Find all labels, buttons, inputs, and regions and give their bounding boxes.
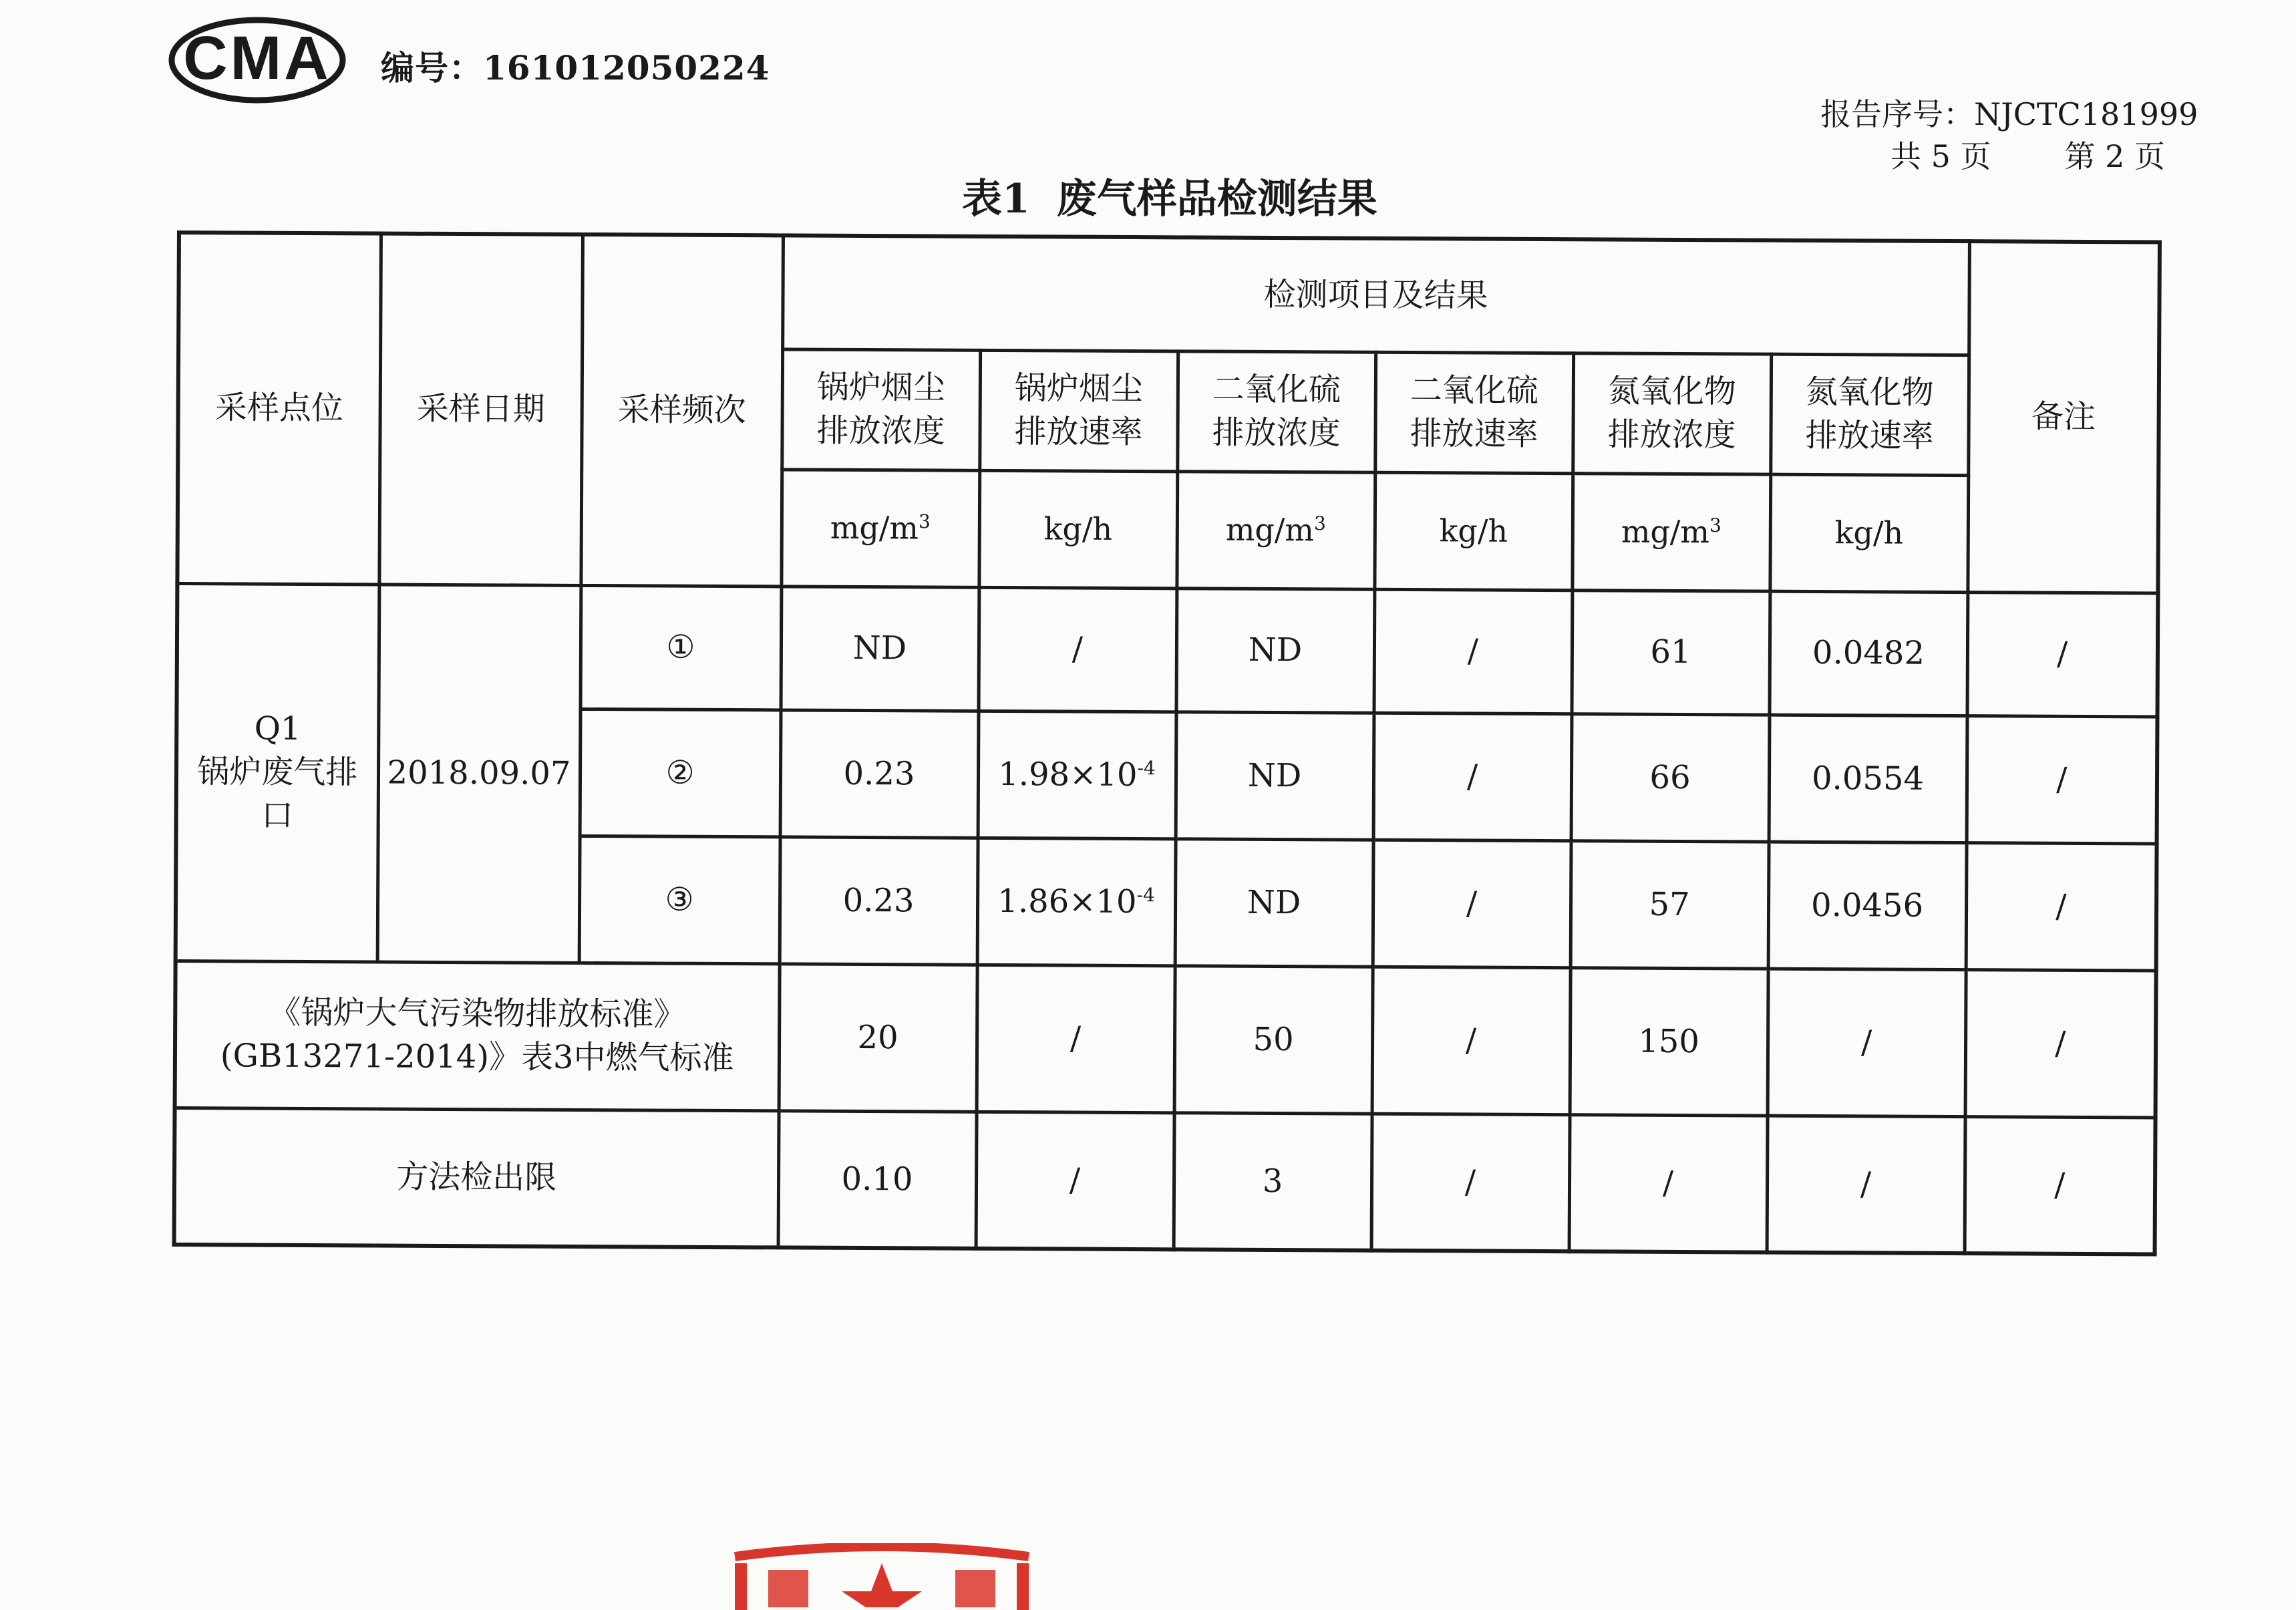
value-cell: 57	[1571, 840, 1769, 968]
value-cell: 0.0456	[1768, 842, 1967, 969]
results-table-container	[172, 230, 2158, 1252]
value-cell: /	[1767, 1116, 1965, 1253]
value-cell: 20	[779, 963, 977, 1111]
value-cell: 50	[1174, 965, 1373, 1113]
report-number: 报告序号：NJCTC181999	[1820, 96, 2198, 132]
cma-logo	[167, 13, 347, 107]
value-cell: 66	[1571, 713, 1770, 841]
detection-limit-row	[174, 1108, 2156, 1254]
unit-text: mg/m	[1225, 512, 1315, 548]
remark-cell: /	[1967, 592, 2158, 716]
value-cell: 150	[1570, 967, 1768, 1115]
unit-sup: 3	[918, 510, 931, 533]
frequency: ①	[581, 585, 782, 709]
item-unit	[1374, 472, 1573, 590]
value-cell: /	[1373, 840, 1571, 967]
value-cell: /	[1373, 589, 1572, 713]
item-unit	[1572, 473, 1770, 591]
item-name-text: 锅炉烟尘 排放速率	[1014, 369, 1143, 452]
item-unit	[781, 469, 979, 587]
value-cell: 0.10	[778, 1110, 977, 1248]
unit-text: mg/m	[830, 510, 919, 546]
sampling-site	[176, 583, 379, 961]
value-cell: /	[977, 965, 1175, 1112]
item-unit	[1770, 474, 1968, 592]
item-name	[1573, 353, 1771, 474]
total-pages: 共 5 页	[1891, 138, 1991, 174]
value-cell: /	[1768, 969, 1966, 1116]
value-cell: 0.0482	[1769, 591, 1967, 715]
red-seal-stamp	[721, 1543, 1042, 1610]
item-name-text: 二氧化硫 排放速率	[1410, 371, 1538, 453]
header-remark: 备注	[1967, 241, 2160, 593]
item-unit	[1176, 471, 1375, 589]
svg-text:CMA: CMA	[183, 24, 331, 92]
value-cell	[978, 711, 1176, 838]
site-name: 锅炉废气排 口	[197, 753, 358, 834]
item-name	[979, 350, 1178, 471]
frequency: ③	[579, 836, 780, 963]
value-cell: ND	[1176, 588, 1374, 712]
value-cell: 0.0554	[1769, 715, 1967, 842]
header-site: 采样点位	[177, 232, 381, 584]
frequency: ②	[580, 709, 781, 836]
remark-cell: /	[1966, 842, 2157, 970]
value-cell: /	[1371, 1114, 1570, 1251]
header-test-items: 检测项目及结果	[782, 235, 1969, 355]
remark-cell: /	[1965, 969, 2156, 1117]
value-cell: 3	[1174, 1112, 1372, 1250]
standard-row	[175, 961, 2156, 1117]
item-name	[1375, 352, 1573, 473]
item-name-text: 锅炉烟尘 排放浓度	[816, 368, 945, 450]
value-cell: ND	[781, 586, 979, 710]
value-cell: 0.23	[780, 836, 978, 964]
item-name-text: 氮氧化物 排放速率	[1805, 373, 1935, 455]
value-exponent: -4	[1137, 756, 1156, 779]
value-cell: /	[976, 1112, 1174, 1249]
table-row	[177, 583, 2158, 716]
value-cell: ND	[1176, 711, 1374, 839]
value-cell: 0.23	[780, 709, 979, 837]
value-cell: ND	[1175, 838, 1373, 966]
value-cell: /	[1569, 1114, 1768, 1252]
results-table	[172, 230, 2162, 1257]
standard-label: 《锅炉大气污染物排放标准》 (GB13271-2014)》表3中燃气标准	[175, 961, 780, 1110]
site-code: Q1	[254, 709, 301, 748]
item-name-text: 二氧化硫 排放浓度	[1212, 370, 1341, 452]
unit-text: mg/m	[1621, 514, 1710, 550]
detection-limit-label: 方法检出限	[174, 1108, 779, 1247]
unit-text: kg/h	[1439, 512, 1508, 550]
header-frequency: 采样频次	[581, 234, 783, 586]
item-name	[782, 349, 980, 470]
unit-text: kg/h	[1043, 510, 1113, 548]
sampling-date: 2018.09.07	[377, 584, 581, 962]
value-cell: /	[1372, 967, 1571, 1114]
value-exponent: -4	[1136, 883, 1155, 906]
value-cell: 61	[1571, 590, 1770, 714]
value-text: 1.98×10	[998, 755, 1138, 794]
value-cell: /	[1373, 713, 1572, 840]
current-page: 第 2 页	[2064, 138, 2166, 174]
value-cell: /	[979, 587, 1177, 711]
item-name-text: 氮氧化物 排放浓度	[1607, 372, 1736, 454]
remark-cell: /	[1965, 1116, 2156, 1254]
header-row	[178, 232, 2160, 355]
value-cell	[977, 838, 1176, 965]
table-title	[962, 167, 1377, 224]
item-unit	[979, 470, 1177, 588]
table-number: 表1	[962, 176, 1030, 222]
unit-sup: 3	[1709, 514, 1721, 537]
table-title-text: 废气样品检测结果	[1056, 176, 1377, 222]
item-name	[1177, 351, 1375, 472]
certificate-number: 编号：161012050224	[381, 48, 770, 88]
header-date: 采样日期	[379, 233, 583, 585]
item-name	[1770, 354, 1969, 475]
remark-cell: /	[1967, 715, 2158, 843]
unit-sup: 3	[1313, 512, 1326, 535]
unit-text: kg/h	[1834, 514, 1904, 552]
page-info	[1891, 132, 2165, 176]
value-text: 1.86×10	[997, 882, 1137, 921]
